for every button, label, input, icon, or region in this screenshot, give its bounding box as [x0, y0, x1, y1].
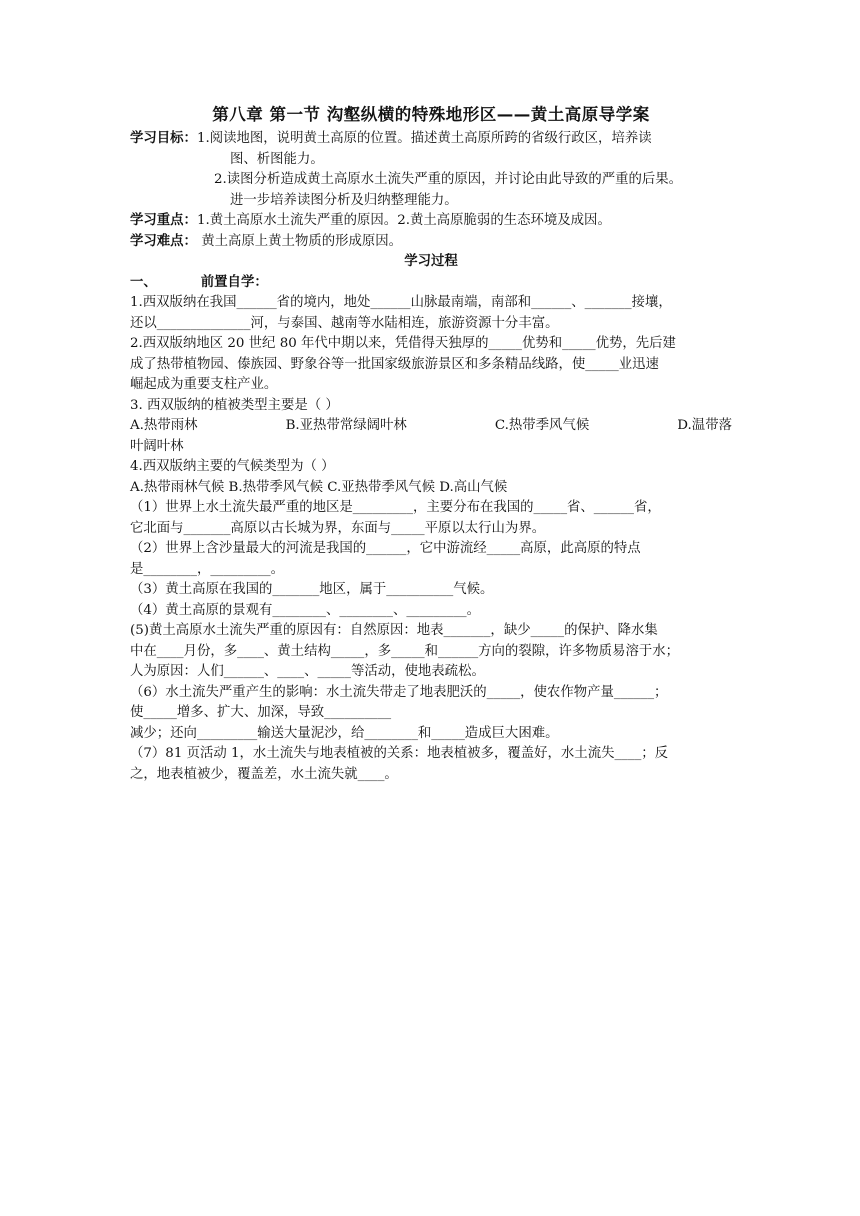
- key-points-row: [130, 211, 732, 232]
- part-1-line-2: 它北面与_______高原以古长城为界，东面与_____平原以太行山为界。: [130, 520, 546, 536]
- part-1-line-1: （1）世界上水土流失最严重的地区是_________，主要分布在我国的_____省、______省，: [130, 500, 661, 515]
- question-4: 4.西双版纳主要的气候类型为（ ）: [130, 459, 335, 474]
- question-4-options: A.热带雨林气候 B.热带季风气候 C.亚热带季风气候 D.高山气候: [130, 479, 508, 495]
- question-1-line-2: 还以______________河，与泰国、越南等水陆相连，旅游资源十分丰富。: [130, 315, 559, 331]
- section-number: 一、: [130, 274, 157, 290]
- part-7-line-1: （7）81 页活动 1，水土流失与地表植被的关系：地表植被多，覆盖好，水土流失____；反: [130, 746, 669, 761]
- part-4: （4）黄土高原的景观有________、________、_________。: [130, 602, 480, 618]
- objectives-label: 学习目标：: [130, 131, 197, 146]
- difficulties-text: 黄土高原上黄土物质的形成原因。: [201, 233, 403, 249]
- worksheet-page: [130, 104, 732, 785]
- option-a: A.热带雨林: [130, 418, 198, 433]
- objective-2-line-1: 2.读图分析造成黄土高原水土流失严重的原因，并讨论由此导致的严重的后果。: [214, 172, 683, 187]
- option-c: C.热带季风气候: [494, 418, 590, 433]
- question-3-options: [130, 416, 732, 437]
- objective-1-line-2: 图、析图能力。: [230, 151, 324, 167]
- part-7-line-2: 之，地表植被少，覆盖差，水土流失就____。: [130, 766, 398, 782]
- part-6-line-2: 使_____增多、扩大、加深，导致__________: [130, 705, 392, 720]
- key-points-label: 学习重点：: [130, 213, 197, 228]
- part-5-line-3: 人为原因：人们______、____、_____等活动，使地表疏松。: [130, 664, 485, 679]
- process-heading: 学习过程: [404, 254, 458, 269]
- question-3-option-cont: 叶阔叶林: [130, 438, 184, 454]
- option-b: B.亚热带常绿阔叶林: [285, 418, 407, 433]
- question-3: 3. 西双版纳的植被类型主要是（ ）: [130, 397, 339, 413]
- part-2-line-2: 是________，_________。: [130, 561, 284, 577]
- question-2-line-1: 2.西双版纳地区 20 世纪 80 年代中期以来，凭借得天独厚的_____优势和_____优势，先后建: [130, 336, 676, 351]
- part-2-line-1: （2）世界上含沙量最大的河流是我国的______，它中游流经_____高原，此高原的特点: [130, 541, 641, 556]
- section-label: 前置自学：: [200, 274, 268, 290]
- question-1-line-1: 1.西双版纳在我国______省的境内，地处______山脉最南端，南部和______、_______接壤，: [130, 295, 672, 310]
- objective-1-line-1: 1.阅读地图，说明黄土高原的位置。描述黄土高原所跨的省级行政区，培养读: [196, 131, 652, 146]
- part-5-line-2: 中在____月份，多____、黄土结构_____，多_____和______方向的裂隙，许多物质易溶于水；: [130, 643, 680, 659]
- difficulties-row: [130, 232, 732, 253]
- option-d: D.温带落: [677, 418, 732, 433]
- question-2-line-3: 崛起成为重要支柱产业。: [130, 377, 278, 392]
- question-2-line-2: 成了热带植物园、傣族园、野象谷等一批国家级旅游景区和多条精品线路，使_____业迅速: [130, 356, 659, 372]
- part-6-line-1: （6）水土流失严重产生的影响：水土流失带走了地表肥沃的_____，使农作物产量______；: [130, 684, 668, 700]
- page-title: 第八章 第一节 沟壑纵横的特殊地形区——黄土高原导学案: [212, 105, 650, 124]
- key-points-text: 1.黄土高原水土流失严重的原因。2.黄土高原脆弱的生态环境及成因。: [196, 213, 611, 228]
- part-3: （3）黄土高原在我国的_______地区，属于__________气候。: [130, 582, 494, 597]
- part-6-line-3: 减少；还向_________输送大量泥沙，给________和_____造成巨大困难。: [130, 725, 559, 741]
- section-heading: [130, 273, 732, 294]
- difficulties-label: 学习难点：: [130, 233, 197, 249]
- part-5-line-1: (5)黄土高原水土流失严重的原因有：自然原因：地表_______，缺少_____的保护、降水集: [130, 623, 658, 638]
- objective-2-line-2: 进一步培养读图分析及归纳整理能力。: [230, 192, 458, 208]
- objectives-block: [130, 129, 732, 211]
